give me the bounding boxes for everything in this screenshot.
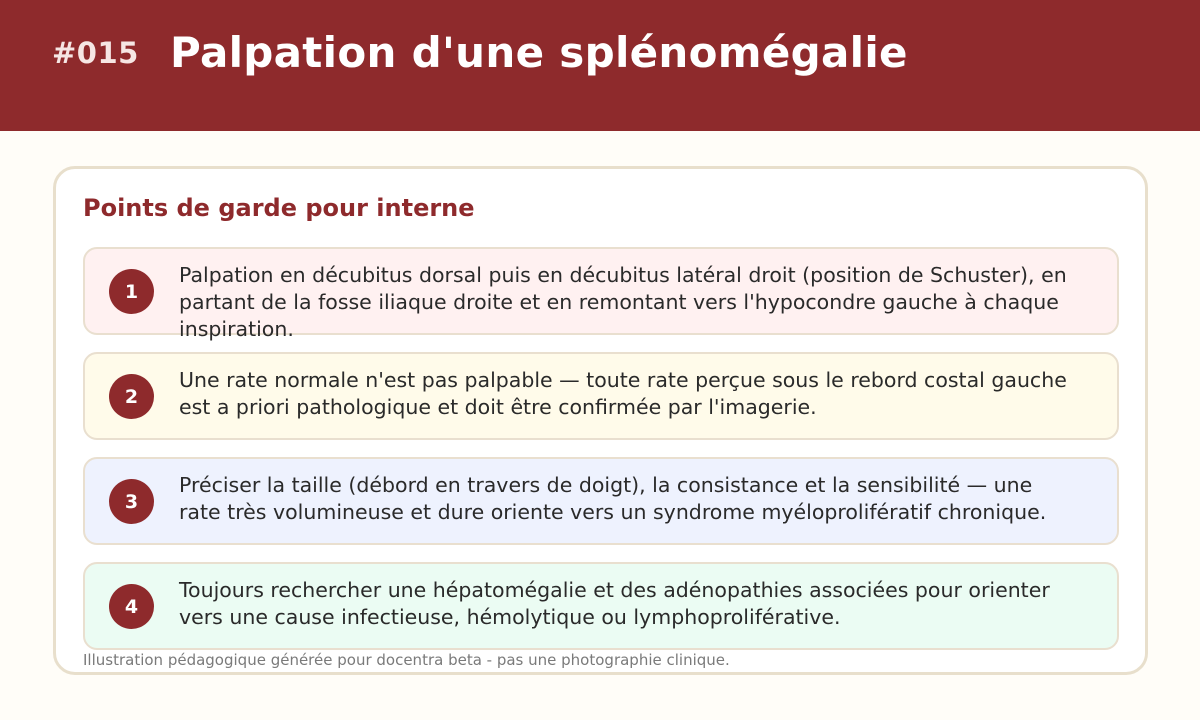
page-header — [0, 0, 1200, 131]
item-number-badge: 2 — [109, 374, 154, 419]
item-number-badge: 4 — [109, 584, 154, 629]
list-item-3 — [83, 457, 1119, 545]
list-item-1 — [83, 247, 1119, 341]
item-number-badge: 1 — [109, 269, 154, 314]
card-heading: Points de garde pour interne — [83, 194, 475, 222]
card-number: #015 — [52, 36, 139, 70]
item-text: Préciser la taille (débord en travers de doigt), la consistance et la sensibilité — une rate très volumineuse et dure oriente vers un syndrome myéloprolifératif chronique. — [179, 473, 1047, 524]
footnote: Illustration pédagogique générée pour docentra beta - pas une photographie clinique. — [83, 651, 730, 669]
item-text: Une rate normale n'est pas palpable — toute rate perçue sous le rebord costal gauche est a priori pathologique et doit être confirmée par l'imagerie. — [179, 368, 1067, 419]
item-text: Palpation en décubitus dorsal puis en décubitus latéral droit (position de Schuster), en partant de la fosse iliaque droite et en remontant vers l'hypocondre gauche à chaque inspiration. — [179, 263, 1067, 341]
list-item-4 — [83, 562, 1119, 650]
guard-points-card — [53, 166, 1148, 675]
page-title: Palpation d'une splénomégalie — [170, 28, 908, 77]
list-item-2 — [83, 352, 1119, 440]
item-number-badge: 3 — [109, 479, 154, 524]
item-text: Toujours rechercher une hépatomégalie et des adénopathies associées pour orienter vers une cause infectieuse, hémolytique ou lymphoproliférative. — [179, 578, 1050, 629]
